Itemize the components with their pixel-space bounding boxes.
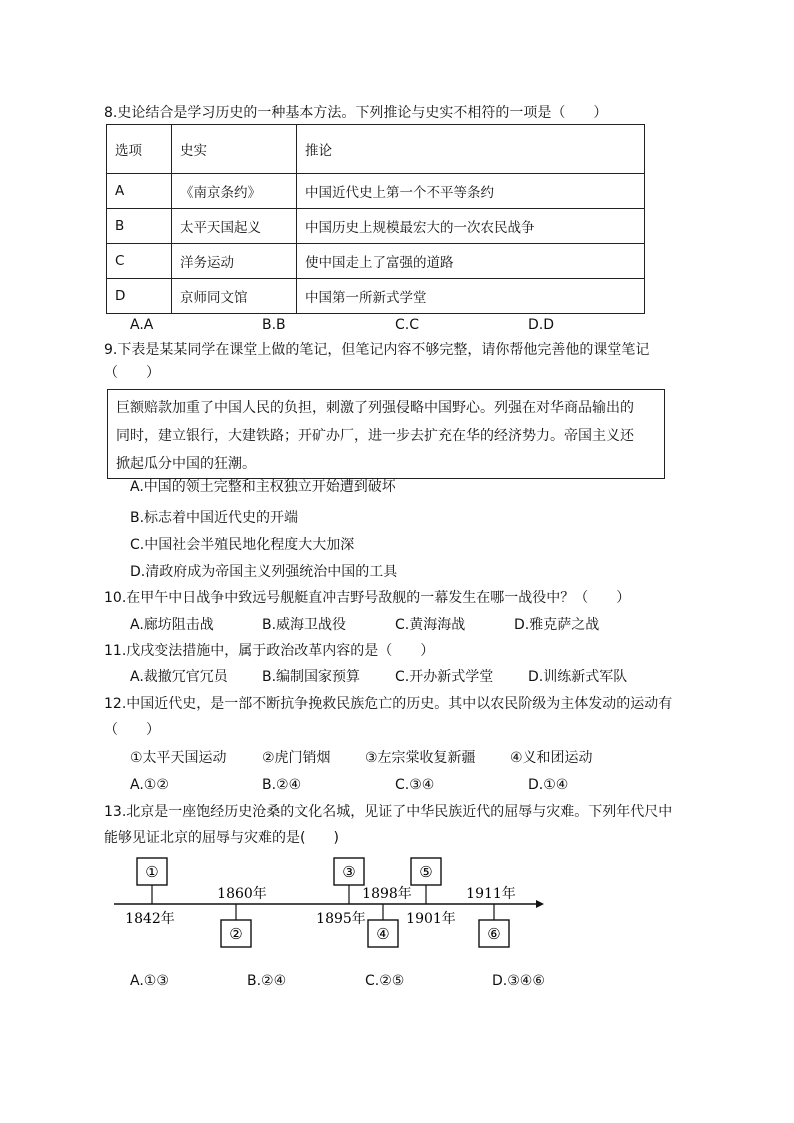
- q10-option-c[interactable]: C.黄海海战: [395, 617, 466, 633]
- timeline-arrow: [536, 900, 544, 908]
- table-row: [107, 244, 645, 279]
- q13-option-d[interactable]: D.③④⑥: [492, 973, 545, 989]
- timeline-box-label-5: ⑤: [419, 863, 433, 881]
- table-row: [107, 279, 645, 314]
- q8-table-header: [107, 125, 645, 174]
- q13-stem-line1: 13.北京是一座饱经历史沧桑的文化名城，见证了中华民族近代的屈辱与灾难。下列年代尺中: [104, 804, 673, 820]
- note-line: 掀起瓜分中国的狂潮。: [116, 456, 256, 472]
- q10-option-d[interactable]: D.雅克萨之战: [514, 617, 600, 633]
- q10-option-b[interactable]: B.威海卫战役: [262, 617, 347, 633]
- note-line: 同时，建立银行，大建铁路；开矿办厂，进一步去扩充在华的经济势力。帝国主义还: [116, 428, 634, 444]
- header-inference: 推论: [297, 125, 645, 174]
- q12-option-a[interactable]: A.①②: [130, 777, 169, 793]
- timeline-year: 1911年: [466, 886, 516, 902]
- cell-option: D: [107, 279, 172, 314]
- timeline-box-label-3: ③: [342, 863, 356, 881]
- q13-option-a[interactable]: A.①③: [130, 973, 169, 989]
- timeline-box-label-6: ⑥: [487, 925, 501, 943]
- cell-option: B: [107, 209, 172, 244]
- timeline-year: 1895年: [316, 911, 366, 927]
- q9-paren: （ ）: [104, 365, 160, 381]
- q11-option-c[interactable]: C.开办新式学堂: [395, 669, 494, 685]
- q8-stem: 8.史论结合是学习历史的一种基本方法。下列推论与史实不相符的一项是（ ）: [104, 105, 608, 121]
- cell-option: A: [107, 174, 172, 209]
- q9-stem: 9.下表是某某同学在课堂上做的笔记，但笔记内容不够完整，请你帮他完善他的课堂笔记: [104, 342, 650, 358]
- q8-option-d[interactable]: D.D: [528, 317, 555, 333]
- q11-option-d[interactable]: D.训练新式军队: [528, 669, 628, 685]
- cell-inference: 中国近代史上第一个不平等条约: [297, 174, 645, 209]
- cell-inference: 使中国走上了富强的道路: [297, 244, 645, 279]
- timeline-year: 1842年: [125, 911, 175, 927]
- cell-fact: 《南京条约》: [172, 174, 297, 209]
- q12-option-c[interactable]: C.③④: [395, 777, 435, 793]
- cell-inference: 中国历史上规模最宏大的一次农民战争: [297, 209, 645, 244]
- q11-option-b[interactable]: B.编制国家预算: [262, 669, 361, 685]
- q9-option-d[interactable]: D.清政府成为帝国主义列强统治中国的工具: [130, 564, 398, 580]
- cell-fact: 京师同文馆: [172, 279, 297, 314]
- q12-item: ②虎门销烟: [262, 750, 331, 766]
- table-row: [107, 174, 645, 209]
- timeline-year: 1901年: [406, 911, 456, 927]
- q8-option-a[interactable]: A.A: [130, 317, 154, 333]
- q12-paren: （ ）: [104, 722, 160, 738]
- cell-fact: 洋务运动: [172, 244, 297, 279]
- q12-item: ③左宗棠收复新疆: [365, 750, 476, 766]
- q13-stem-line2: 能够见证北京的屈辱与灾难的是( ): [104, 830, 339, 846]
- q10-option-a[interactable]: A.廊坊阻击战: [130, 617, 214, 633]
- header-option: 选项: [107, 125, 172, 174]
- q12-item: ④义和团运动: [510, 750, 593, 766]
- q13-option-c[interactable]: C.②⑤: [365, 973, 405, 989]
- header-fact: 史实: [172, 125, 297, 174]
- cell-option: C: [107, 244, 172, 279]
- q12-stem: 12.中国近代史，是一部不断抗争挽救民族危亡的历史。其中以农民阶级为主体发动的运动有: [104, 696, 673, 712]
- timeline-year: 1860年: [217, 886, 267, 902]
- q12-item: ①太平天国运动: [130, 750, 227, 766]
- cell-fact: 太平天国起义: [172, 209, 297, 244]
- q12-option-b[interactable]: B.②④: [262, 777, 302, 793]
- q9-option-a[interactable]: A.中国的领土完整和主权独立开始遭到破坏: [130, 479, 396, 495]
- q11-option-a[interactable]: A.裁撤冗官冗员: [130, 669, 228, 685]
- timeline-box-label-4: ④: [376, 925, 390, 943]
- q8-table: [106, 124, 645, 314]
- q9-option-b[interactable]: B.标志着中国近代史的开端: [130, 510, 299, 526]
- q9-note-box: [107, 389, 665, 479]
- timeline-box-label-1: ①: [145, 863, 159, 881]
- q8-option-b[interactable]: B.B: [262, 317, 286, 333]
- q12-option-d[interactable]: D.①④: [528, 777, 569, 793]
- q13-option-b[interactable]: B.②④: [247, 973, 287, 989]
- q11-stem: 11.戊戌变法措施中，属于政治改革内容的是（ ）: [104, 643, 435, 659]
- q10-stem: 10.在甲午中日战争中致远号舰艇直冲吉野号敌舰的一幕发生在哪一战役中？（ ）: [104, 590, 631, 606]
- timeline-year: 1898年: [362, 886, 412, 902]
- q9-option-c[interactable]: C.中国社会半殖民地化程度大大加深: [130, 537, 355, 553]
- q13-timeline: [100, 852, 550, 952]
- q8-option-c[interactable]: C.C: [395, 317, 420, 333]
- cell-inference: 中国第一所新式学堂: [297, 279, 645, 314]
- note-line: 巨额赔款加重了中国人民的负担，刺激了列强侵略中国野心。列强在对华商品输出的: [116, 400, 634, 416]
- timeline-box-label-2: ②: [229, 925, 243, 943]
- table-row: [107, 209, 645, 244]
